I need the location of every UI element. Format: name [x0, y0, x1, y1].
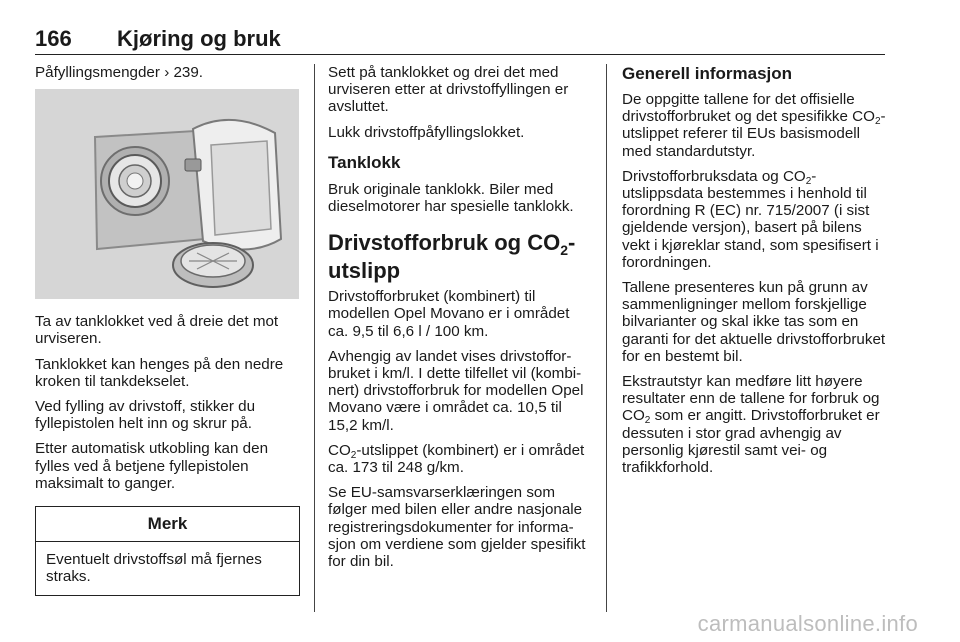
paragraph: Ved fylling av drivstoff, stikker du fyllepistolen helt inn og skrur på.	[35, 398, 256, 433]
column-divider	[314, 64, 315, 612]
paragraph: Lukk drivstoffpåfyllingslokket.	[328, 123, 525, 141]
cross-reference: Påfyllingsmengder › 239.	[35, 64, 204, 81]
paragraph: Etter automatisk utkobling kan den fylles ved å betjene fyllepistolen maksimalt to ganger.	[35, 440, 269, 492]
fuel-cap-illustration-icon	[35, 89, 299, 299]
column-middle	[328, 64, 590, 578]
note-body: Eventuelt drivstoffsøl må fjernes straks.	[46, 551, 262, 586]
column-divider	[606, 64, 607, 612]
paragraph: Ekstrautstyr kan medføre litt høyere resultater enn de tallene for forbruk og $CO_2$ som er angitt. Drivstofforbruket er dessuten i stor grad avhengig av personlig kjørestil samt vei- og trafikkforhold.	[622, 373, 880, 477]
paragraph: Drivstofforbruksdata og $CO_2$-utslippsdata bestemmes i henhold til forordning R (EC) nr. 715/2007 (i sist gjeldende versjon), basert på bilens vekt i kjøreklar stand, som spesifisert i forordningen.	[622, 167, 879, 271]
paragraph: Se EU-samsvarserklæringen som følger med bilen eller andre nasjonale registreringsdokumenter for informasjon om verdiene som gjelder spesifikt for din bil.	[328, 484, 586, 571]
fuel-filler-illustration	[35, 89, 299, 299]
paragraph: Tanklokket kan henges på den nedre kroken til tankdekselet.	[35, 355, 284, 390]
paragraph: Drivstofforbruket (kombinert) til modellen Opel Movano er i området ca. 9,5 til 6,6 l / 100 km.	[328, 288, 570, 340]
heading-fuel-consumption: Drivstofforbruk og $CO_2$-utslipp	[328, 230, 576, 284]
heading-tanklokk: Tanklokk	[328, 152, 401, 172]
column-right	[622, 64, 886, 484]
note-box	[35, 506, 300, 596]
paragraph: Ta av tanklokket ved å dreie det mot urviseren.	[35, 313, 279, 348]
note-title: Merk	[36, 507, 299, 542]
page-header	[35, 26, 885, 55]
section-title: Kjøring og bruk	[117, 26, 281, 51]
column-left	[35, 64, 300, 596]
paragraph: $CO_2$-utslippet (kombinert) er i området ca. 173 til 248 g/km.	[328, 441, 585, 477]
page-number: 166	[35, 26, 72, 51]
reference-arrow-icon: ›	[164, 64, 170, 81]
paragraph: Avhengig av landet vises drivstofforbruket i km/l. I dette tilfellet vil (kombinert) drivstofforbruk for modellen Opel Movano være i området ca. 10,5 til 15,2 km/l.	[328, 347, 584, 434]
paragraph: Sett på tanklokket og drei det med urviseren etter at drivstoffyllingen er avsluttet.	[328, 64, 569, 116]
paragraph: De oppgitte tallene for det offisielle drivstofforbruket og det spesifikke $CO_2$-utslippet referer til EUs basismodell med standardutstyr.	[622, 91, 886, 160]
paragraph: Tallene presenteres kun på grunn av sammenligninger mellom forskjellige bilvarianter og skal ikke tas som en garanti for det aktuelle drivstofforbruket for en bestemt bil.	[622, 279, 886, 365]
watermark: carmanualsonline.info	[697, 611, 918, 636]
heading-general-info: Generell informasjon	[622, 64, 793, 83]
paragraph: Bruk originale tanklokk. Biler med dieselmotorer har spesielle tanklokk.	[328, 180, 574, 216]
